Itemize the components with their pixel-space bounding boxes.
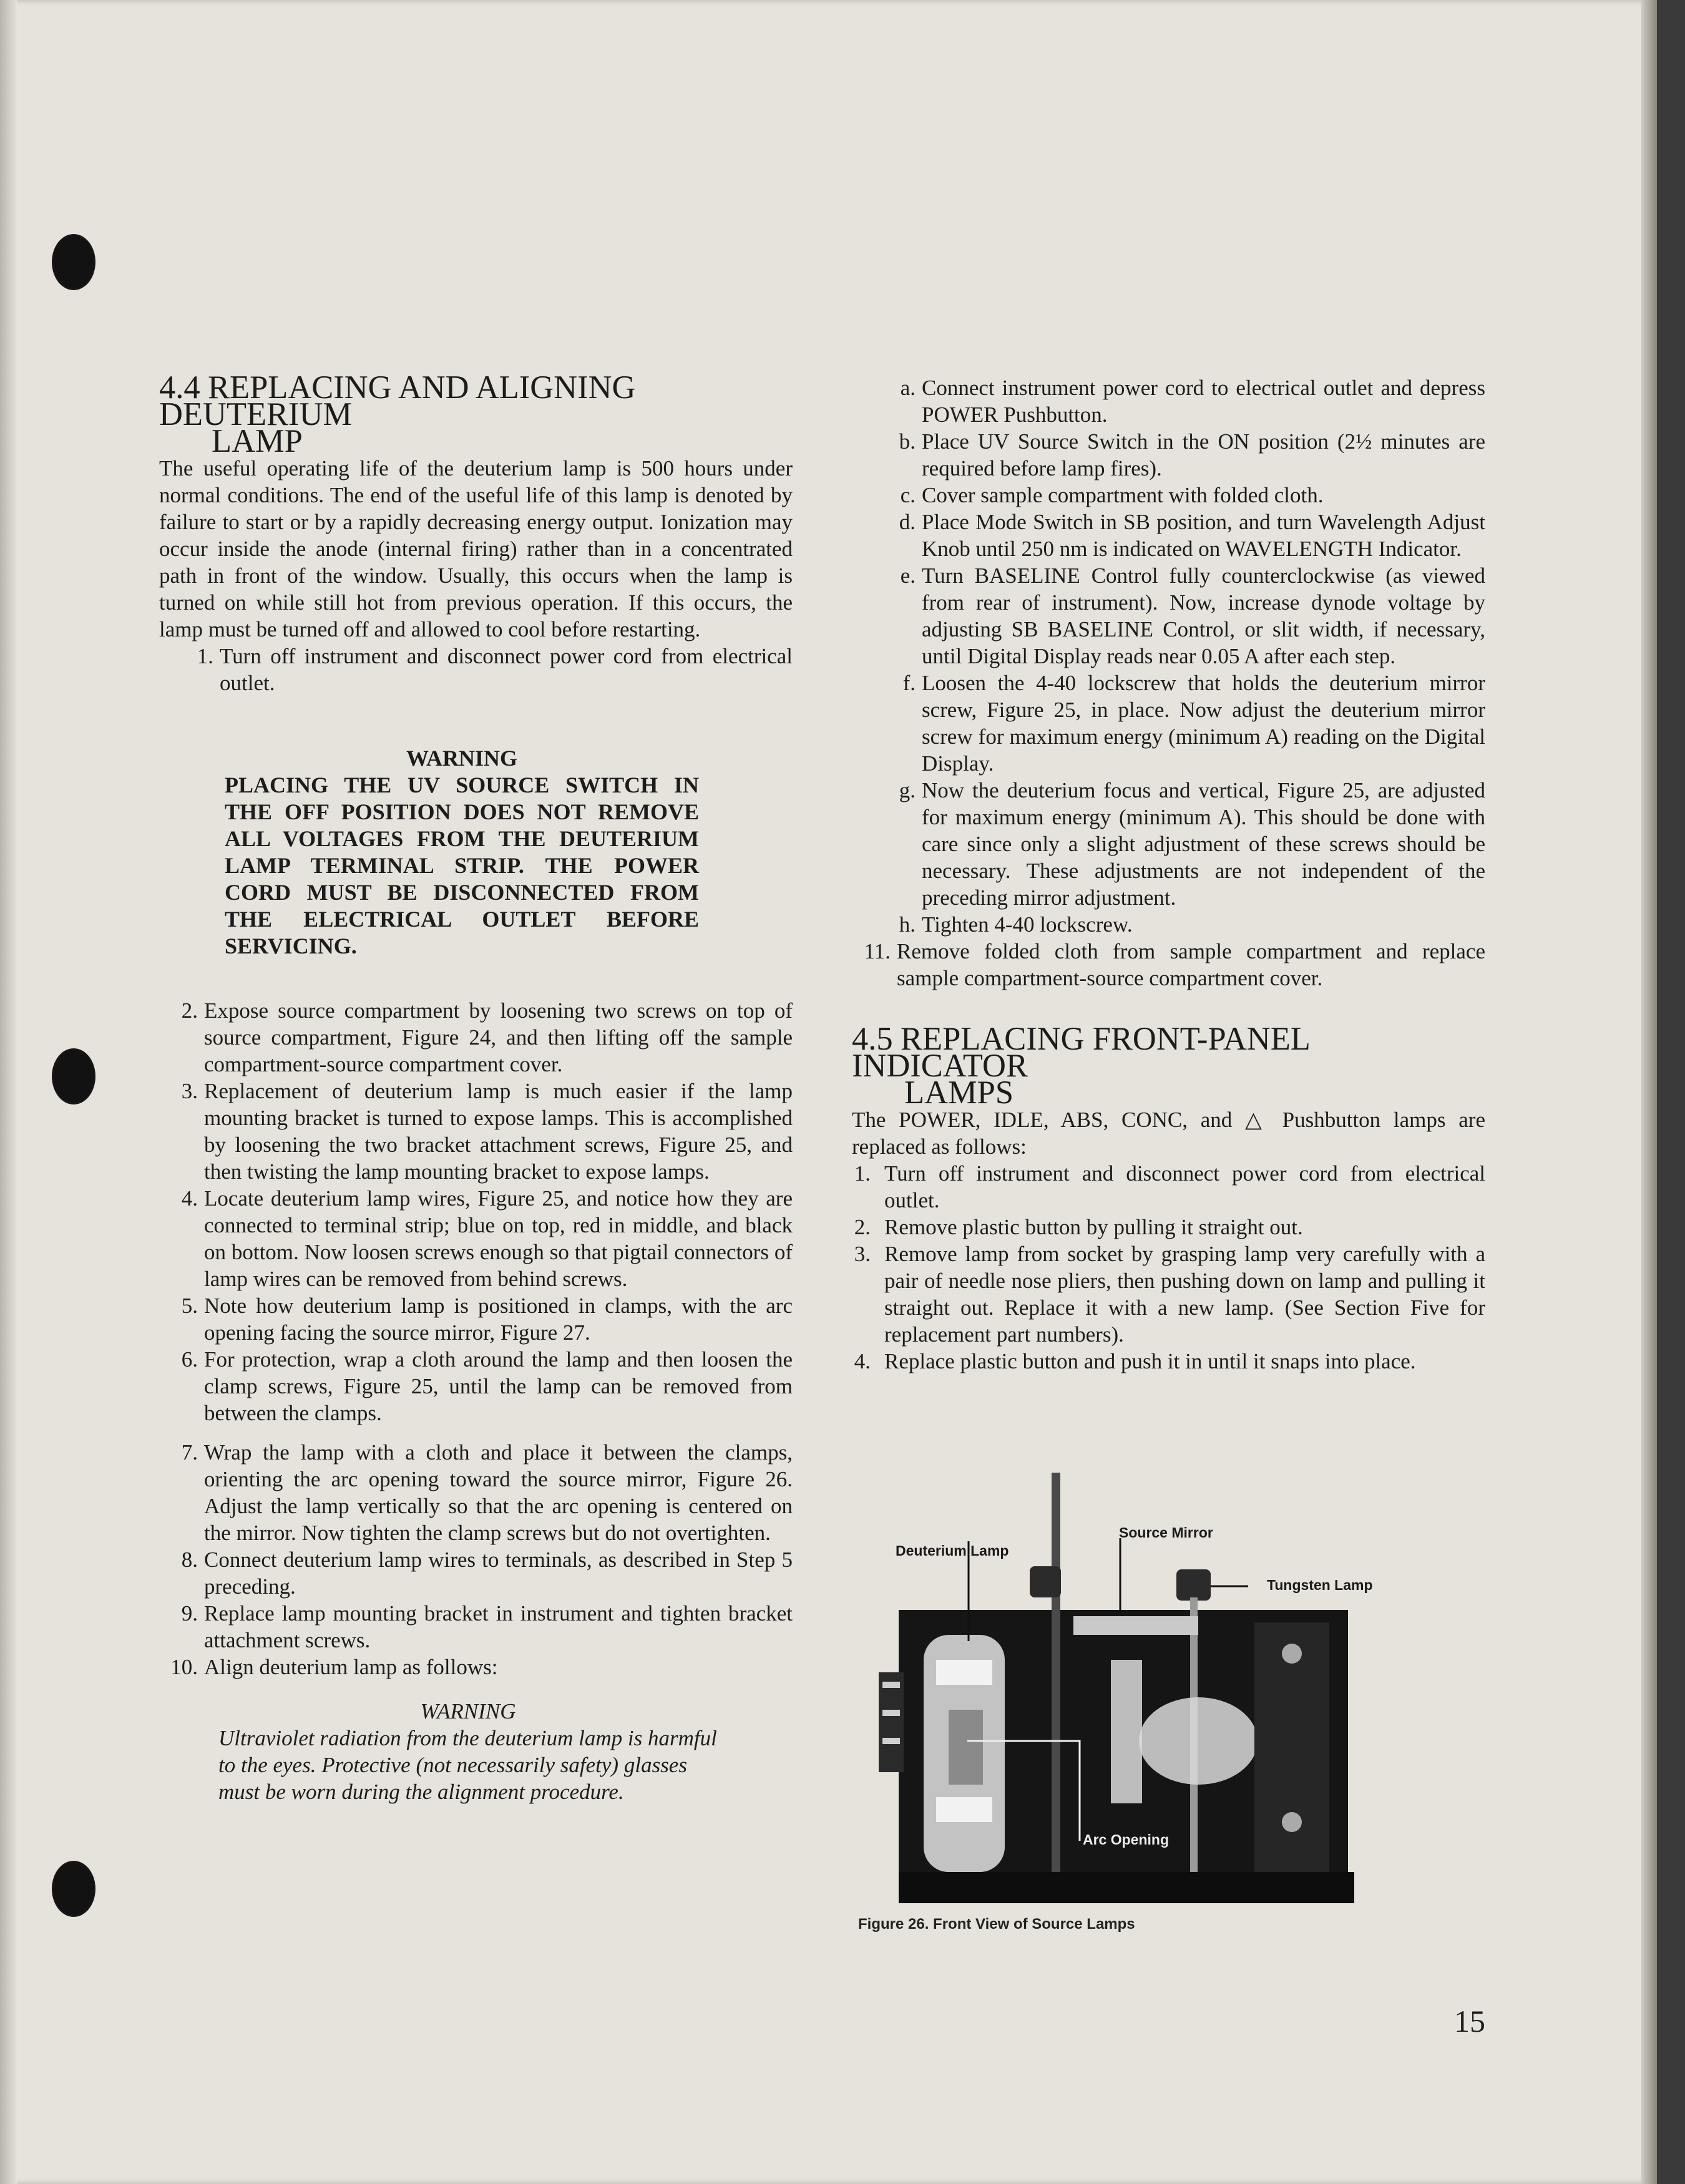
list-item: d. Place Mode Switch in SB position, and turn Wavelength Adjust Knob until 250 nm is indicated on WAVELENGTH Indicator. [899,510,1485,561]
section-number: 4.5 [852,1021,893,1057]
tungsten-lamp-label: Tungsten Lamp [1267,1577,1373,1593]
punch-hole-middle [52,1048,95,1104]
figure-caption: Figure 26. Front View of Source Lamps [858,1916,1135,1933]
source-mirror-mount [1111,1660,1142,1803]
step-list [159,997,793,1426]
punch-hole-top [52,234,95,290]
left-column [159,369,793,1805]
section-title: REPLACING FRONT-PANEL INDICATOR [852,1021,1309,1084]
list-item: 8. Connect deuterium lamp wires to terminals, as described in Step 5 preceding. [181,1548,793,1599]
arc-opening-label: Arc Opening [1083,1831,1170,1848]
binding-gutter [0,0,17,2184]
deuterium-knob [1030,1566,1061,1597]
list-item: 4. Replace plastic button and push it in until it snaps into place. [854,1349,1416,1373]
list-item: 5. Note how deuterium lamp is positioned in clamps, with the arc opening facing the source mirror, Figure 27. [181,1294,793,1345]
mirror-bracket [1073,1616,1198,1635]
list-item: h. Tighten 4-40 lockscrew. [899,912,1133,937]
bracket-screw [1282,1812,1302,1832]
list-item: f. Loosen the 4-40 lockscrew that holds the deuterium mirror screw, Figure 25, in place. Now adjust the deuterium mirror screw for maximum energy (minimum A) reading on the Digital Display. [902,671,1485,776]
section-title-cont: LAMPS [904,1075,1014,1111]
list-item: 6. For protection, wrap a cloth around the lamp and then loosen the clamp screws, Figure 25, until the lamp can be removed from between the clamps. [181,1347,793,1425]
warning-title: WARNING [406,746,517,771]
list-item: 11. Remove folded cloth from sample compartment and replace sample compartment-source compartment cover. [864,939,1485,990]
list-item: 4. Locate deuterium lamp wires, Figure 25, and notice how they are connected to terminal strip; blue on top, red in middle, and black on bottom. Now loosen screws enough so that pigtail connectors of lamp wires can be removed from behind screws. [181,1186,793,1291]
base-edge [899,1872,1354,1903]
list-item: b. Place UV Source Switch in the ON position (2½ minutes are required before lamp fires). [899,429,1485,480]
step-list [159,1439,793,1680]
source-lamps-photo [874,1473,1423,1934]
list-item: 3. Remove lamp from socket by grasping lamp very carefully with a pair of needle nose pliers, then pushing down on lamp and pulling it straight out. Replace it with a new lamp. (See Section Five for replacement part numbers). [854,1242,1485,1347]
section-4-4-intro: The useful operating life of the deuterium lamp is 500 hours under normal conditions. The end of the useful life of this lamp is denoted by failure to start or by a rapidly decreasing energy output. Ionization may occur inside the anode (internal firing) rather than in a concentrated path in front of the window. Usually, this occurs when the lamp is turned on while still hot from previous operation. If this occurs, the lamp must be turned off and allowed to cool before restarting. [159,456,793,641]
list-item: g. Now the deuterium focus and vertical, Figure 25, are adjusted for maximum energy (minimum A). This should be done with care since only a slight adjustment of these screws should be necessary. These adjustments are not independent of the preceding mirror adjustment. [899,778,1485,910]
page-number: 15 [1454,2004,1485,2039]
lamp-anode [949,1710,983,1785]
bracket-screw [1282,1644,1302,1664]
page-edge [1641,0,1657,2184]
list-item: 1. Turn off instrument and disconnect power cord from electrical outlet. [854,1161,1485,1212]
section-4-4-heading [159,369,793,459]
deuterium-lamp-label: Deuterium Lamp [896,1543,1009,1559]
focus-rod [1052,1473,1060,1872]
tungsten-lamp-bulb [1139,1697,1258,1785]
list-item: 2. Remove plastic button by pulling it straight out. [854,1215,1303,1239]
warning-box-uv [218,1698,718,1805]
warning-text: PLACING THE UV SOURCE SWITCH IN THE OFF POSITION DOES NOT REMOVE ALL VOLTAGES FROM THE DEUTERIUM LAMP TERMINAL STRIP. THE POWER CORD MUST BE DISCONNECTED FROM THE ELECTRICAL OUTLET BEFORE SERVICING. [225,773,699,958]
source-mirror-label: Source Mirror [1119,1524,1213,1541]
warning-title: WARNING [420,1699,516,1723]
list-item: 1. Turn off instrument and disconnect power cord from electrical outlet. [197,644,793,695]
step-list [852,938,1485,992]
list-item: 7. Wrap the lamp with a cloth and place it between the clamps, orienting the arc opening toward the source mirror, Figure 26. Adjust the lamp vertically so that the arc opening is centered on the mirror. Now tighten the clamp screws but do not overtighten. [181,1440,793,1545]
substep-list [852,374,1485,938]
list-item: c. Cover sample compartment with folded cloth. [900,483,1324,507]
section-4-5-intro: The POWER, IDLE, ABS, CONC, and △ Pushbutton lamps are replaced as follows: [852,1108,1485,1159]
section-title: REPLACING AND ALIGNING DEUTERIUM [159,369,636,432]
list-item: e. Turn BASELINE Control fully counterclockwise (as viewed from rear of instrument). Now, increase dynode voltage by adjusting SB BASELINE Control, or slit width, if necessary, until Digital Display reads near 0.05 A after each step. [900,563,1485,668]
upper-clamp [936,1660,992,1685]
step-list [852,1160,1485,1375]
section-title-cont: LAMP [212,423,303,459]
tungsten-knob [1176,1569,1211,1601]
list-item: 2. Expose source compartment by loosening two screws on top of source compartment, Figure 24, and then lifting off the sample compartment-source compartment cover. [181,998,793,1076]
lower-clamp [936,1797,992,1822]
section-number: 4.4 [159,369,200,406]
section-4-5-heading [852,1021,1485,1111]
punch-hole-bottom [52,1861,95,1917]
warning-box-voltage [225,745,699,960]
source-lamps-illustration [874,1473,1423,1934]
right-column [852,374,1485,1375]
list-item: 3. Replacement of deuterium lamp is much easier if the lamp mounting bracket is turned to expose lamps. This is accomplished by loosening the two bracket attachment screws, Figure 25, and then twisting the lamp mounting bracket to expose lamps. [181,1079,793,1184]
warning-text: Ultraviolet radiation from the deuterium lamp is harmful to the eyes. Protective (not necessarily safety) glasses must be worn during the alignment procedure. [218,1726,717,1804]
list-item: 10. Align deuterium lamp as follows: [170,1655,498,1679]
step-list [159,643,793,696]
list-item: a. Connect instrument power cord to electrical outlet and depress POWER Pushbutton. [900,376,1485,427]
list-item: 9. Replace lamp mounting bracket in instrument and tighten bracket attachment screws. [181,1601,793,1652]
